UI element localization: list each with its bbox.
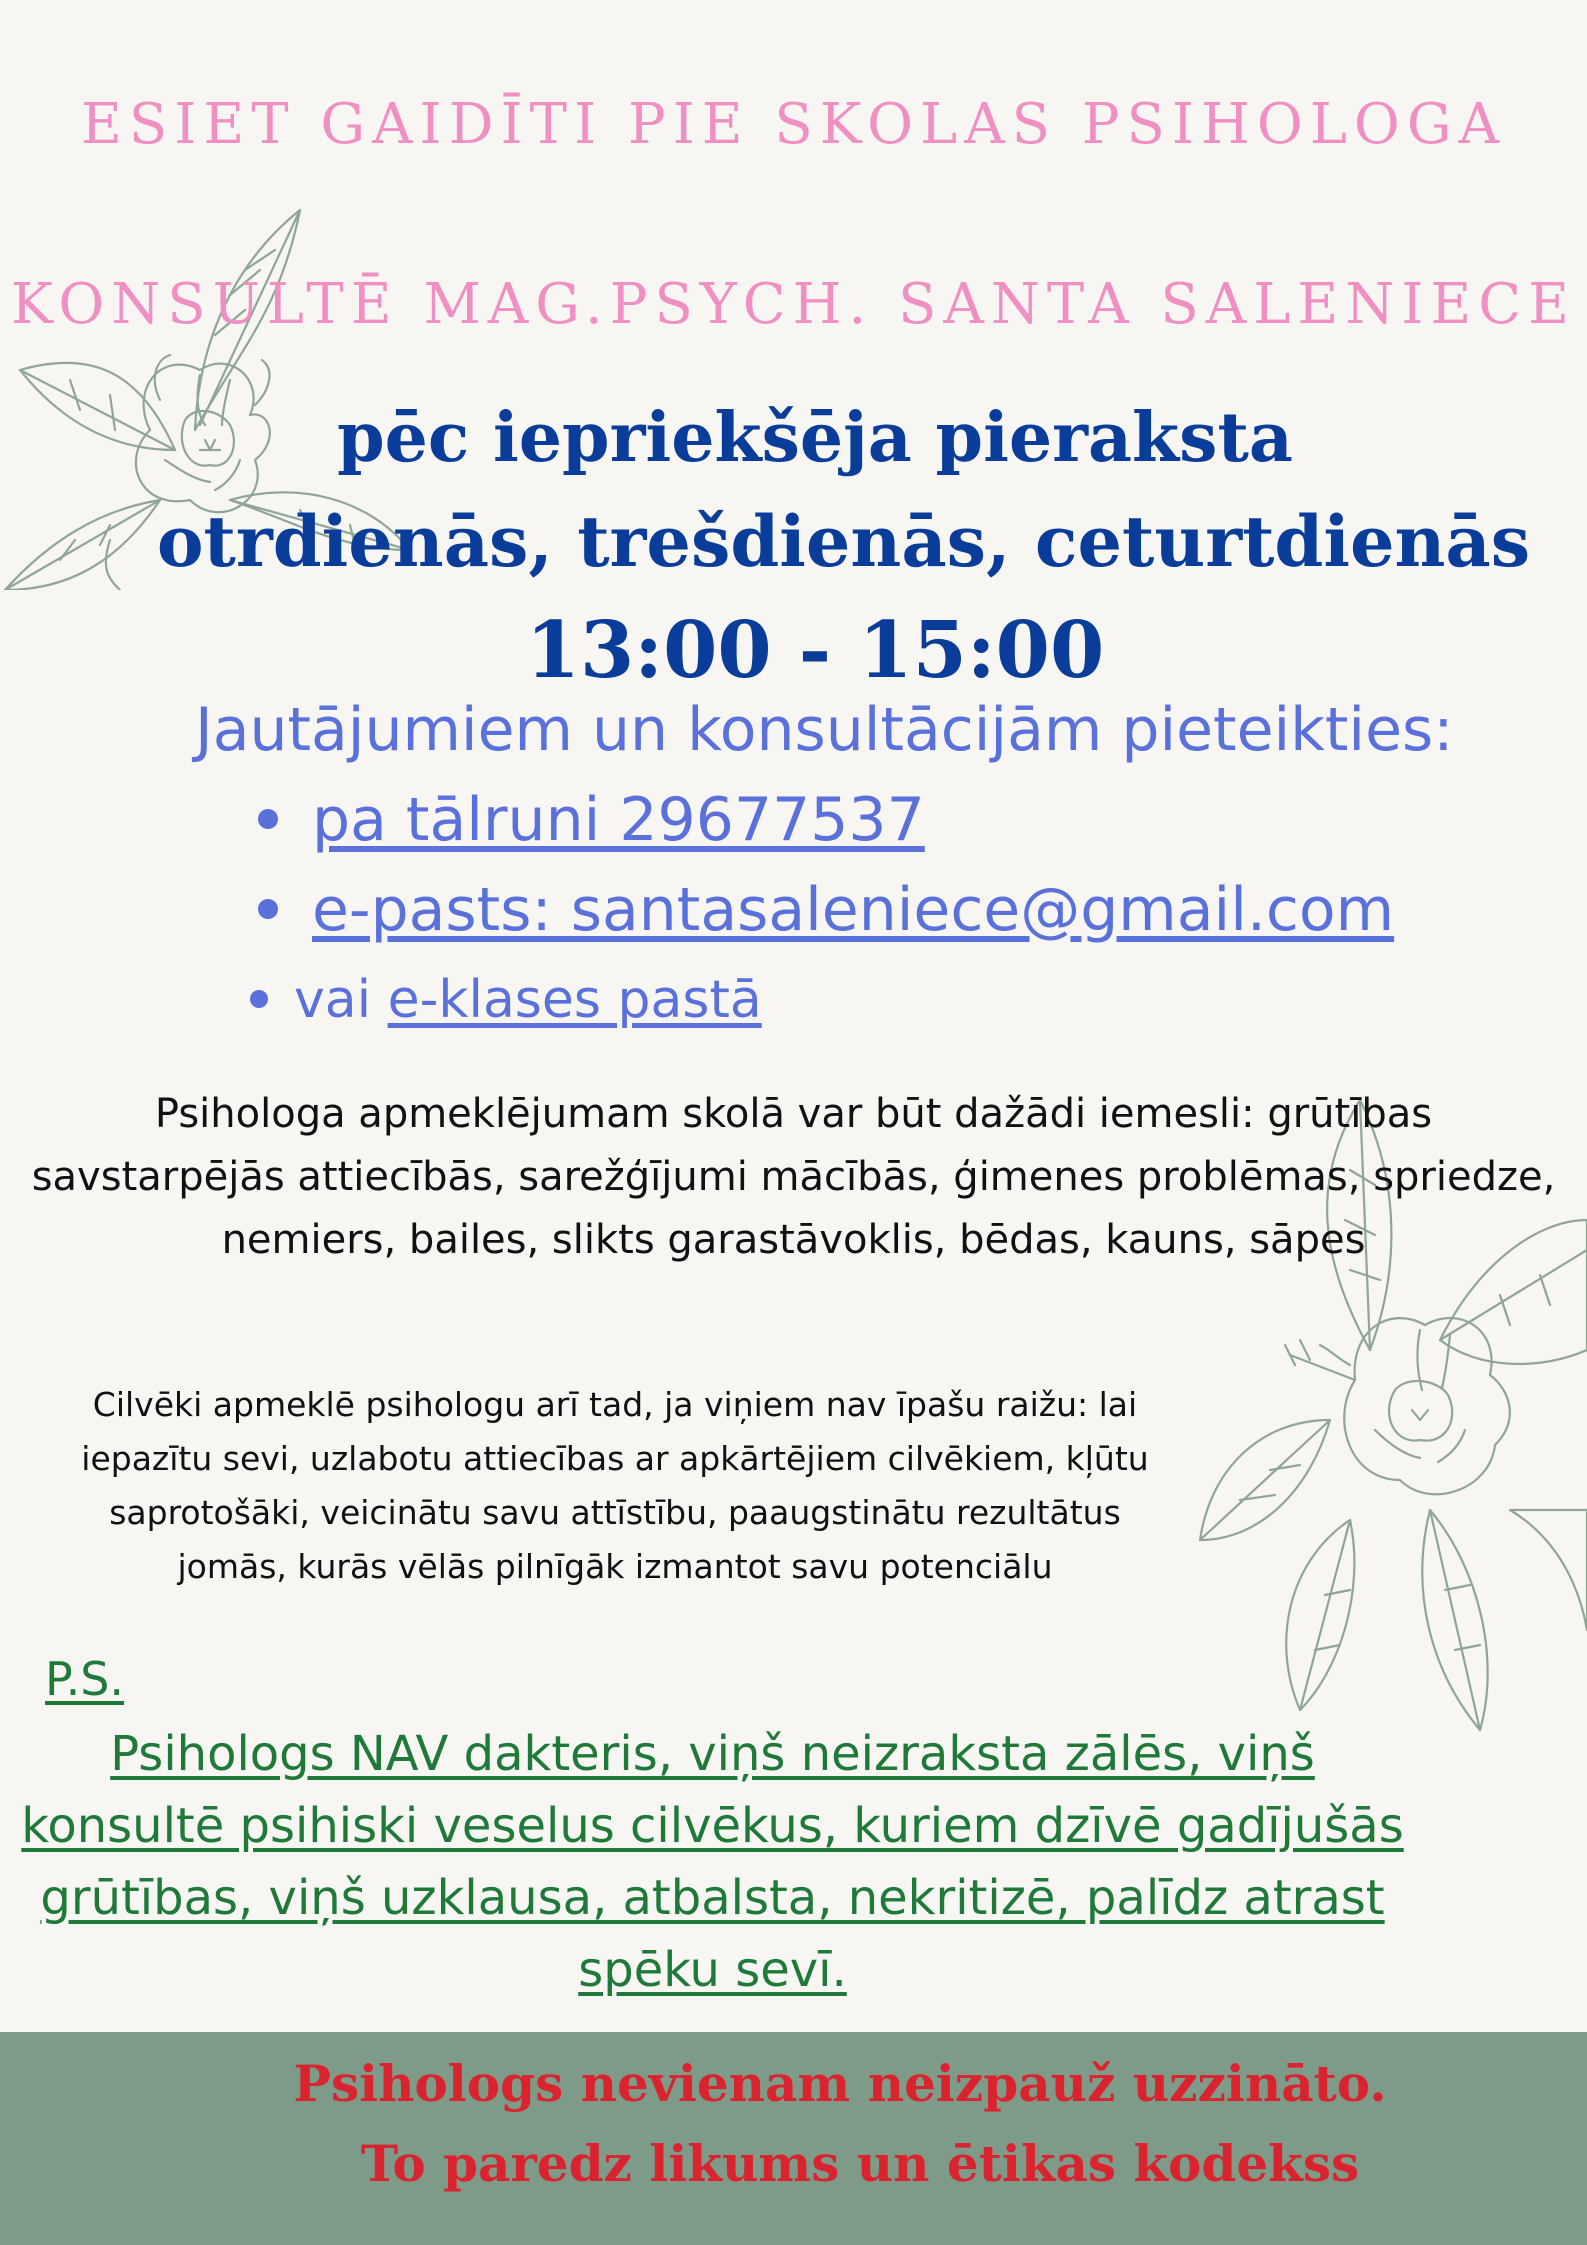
other-reasons-line: iepazītu sevi, uzlabotu attiecības ar apkārtējiem cilvēkiem, kļūtu bbox=[81, 1439, 1149, 1478]
other-reasons-line: jomās, kurās vēlās pilnīgāk izmantot savu potenciālu bbox=[177, 1547, 1053, 1586]
ps-line: Psihologs NAV dakteris, viņš neizraksta zālēs, viņš bbox=[110, 1726, 1315, 1782]
footer-banner bbox=[0, 2032, 1587, 2245]
email-link[interactable]: e-pasts: santasaleniece@gmail.com bbox=[312, 875, 1395, 945]
bullet-icon bbox=[258, 809, 278, 829]
phone-link[interactable]: pa tālruni 29677537 bbox=[312, 785, 925, 855]
reasons-line: Psihologa apmeklējumam skolā var būt dažādi iemesli: grūtības bbox=[154, 1091, 1433, 1137]
bullet-icon bbox=[250, 990, 268, 1008]
consultant-name: KONSULTĒ MAG.PSYCH. SANTA SALENIECE bbox=[10, 272, 1577, 337]
schedule-time: 13:00 - 15:00 bbox=[525, 605, 1105, 696]
page-title: ESIET GAIDĪTI PIE SKOLAS PSIHOLOGA bbox=[80, 92, 1507, 157]
other-reasons-paragraph bbox=[0, 1378, 1230, 1594]
ps-label: P.S. bbox=[45, 1652, 125, 1706]
ps-line: spēku sevī. bbox=[578, 1942, 847, 1998]
contact-email-item bbox=[258, 875, 1394, 945]
eklase-prefix: vai bbox=[294, 970, 388, 1030]
contact-phone-item bbox=[258, 785, 925, 855]
ps-paragraph bbox=[0, 1718, 1425, 2006]
other-reasons-line: Cilvēki apmeklē psihologu arī tad, ja viņiem nav īpašu raižu: lai bbox=[92, 1385, 1138, 1424]
reasons-line: nemiers, bailes, slikts garastāvoklis, bēdas, kauns, sāpes bbox=[221, 1217, 1366, 1263]
other-reasons-line: saprotošāki, veicinātu savu attīstību, paaugstinātu rezultātus bbox=[109, 1493, 1121, 1532]
contact-eklase-item bbox=[250, 970, 762, 1030]
reasons-line: savstarpējās attiecībās, sarežģījumi mācībās, ģimenes problēmas, spriedze, bbox=[31, 1154, 1556, 1200]
contacts-heading: Jautājumiem un konsultācijām pieteikties: bbox=[195, 695, 1454, 765]
footer-line: To paredz likums un ētikas kodekss bbox=[360, 2134, 1360, 2193]
eklase-link[interactable]: e-klases pastā bbox=[387, 970, 762, 1030]
ps-line: grūtības, viņš uzklausa, atbalsta, nekritizē, palīdz atrast bbox=[40, 1870, 1385, 1926]
footer-line: Psihologs nevienam neizpauž uzzināto. bbox=[293, 2054, 1387, 2113]
appointment-note: pēc iepriekšēja pieraksta bbox=[337, 398, 1293, 478]
schedule-days: otrdienās, trešdienās, ceturtdienās bbox=[156, 500, 1531, 583]
reasons-paragraph bbox=[0, 1083, 1587, 1272]
bullet-icon bbox=[258, 899, 278, 919]
ps-line: konsultē psihiski veselus cilvēkus, kuriem dzīvē gadījušās bbox=[21, 1798, 1404, 1854]
